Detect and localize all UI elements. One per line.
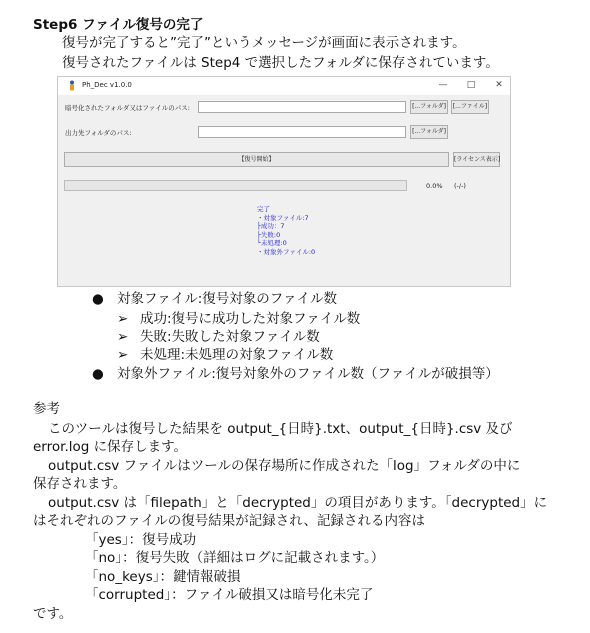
sub-bullet-marker: ➢ <box>117 311 129 327</box>
reference-line: 「no_keys」：鍵情報破損 <box>85 569 241 585</box>
sub-bullet-text: 未処理:未処理の対象ファイル数 <box>140 347 334 363</box>
encrypted-path-input[interactable] <box>198 101 406 113</box>
bullet-marker: ● <box>92 291 104 307</box>
result-line: ├失敗:0 <box>257 230 281 239</box>
reference-title: 参考 <box>33 401 60 417</box>
sub-bullet-marker: ➢ <box>117 329 129 345</box>
result-line: 完了 <box>257 205 270 213</box>
reference-line: 保存されます。 <box>33 476 127 492</box>
reference-line: このツールは復号した結果を output_{日時}.txt、output_{日時}.csv 及び <box>48 421 513 437</box>
bullet-text: 対象外ファイル:復号対象外のファイル数（ファイルが破損等） <box>117 366 499 382</box>
reference-line: 「corrupted」：ファイル破損又は暗号化未完了 <box>85 587 374 603</box>
encrypted-path-label: 暗号化されたフォルダ又はファイルのパス: <box>65 104 190 112</box>
reference-line: output.csv ファイルはツールの保存場所に作成された「log」フォルダの中に <box>48 458 521 474</box>
progress-count: (-/-) <box>454 182 466 190</box>
result-message <box>257 205 315 256</box>
window-titlebar <box>58 77 510 95</box>
result-line: ・対象外ファイル:0 <box>257 247 316 256</box>
select-output-folder-button[interactable]: [...フォルダ] <box>410 125 448 139</box>
bullet-marker: ● <box>92 366 104 382</box>
result-line: ・対象ファイル:7 <box>257 213 309 222</box>
start-decrypt-button[interactable]: 【復号開始】 <box>64 152 449 167</box>
progress-percent: 0.0% <box>426 182 443 190</box>
license-button[interactable]: [ライセンス表示] <box>453 152 500 167</box>
reference-line: 「yes」：復号成功 <box>85 532 197 548</box>
window-title: Ph_Dec v1.0.0 <box>82 81 132 89</box>
result-line: └未処理:0 <box>257 239 287 247</box>
bullet-text: 対象ファイル:復号対象のファイル数 <box>117 291 338 307</box>
reference-line: です。 <box>33 606 73 622</box>
close-button[interactable]: ✕ <box>495 80 503 90</box>
sub-bullet-marker: ➢ <box>117 347 129 363</box>
output-path-label: 出力先フォルダのパス: <box>65 129 132 137</box>
select-folder-button[interactable]: [...フォルダ] <box>410 100 448 114</box>
maximize-button[interactable]: □ <box>466 80 476 90</box>
select-file-button[interactable]: [...ファイル] <box>451 100 489 114</box>
reference-line: 「no」：復号失敗（詳細はログに記載されます。） <box>85 550 385 566</box>
reference-line: output.csv は「filepath」と「decrypted」の項目があります。「decrypted」に <box>48 495 548 511</box>
intro-line-1: 復号が完了すると”完了”というメッセージが画面に表示されます。 <box>62 35 466 51</box>
progress-bar <box>64 180 407 191</box>
minimize-button[interactable]: — <box>438 80 448 90</box>
sub-bullet-text: 成功:復号に成功した対象ファイル数 <box>140 311 361 327</box>
result-line: ├成功：7 <box>257 222 285 230</box>
reference-line: error.log に保存します。 <box>33 439 188 455</box>
sub-bullet-text: 失敗:失敗した対象ファイル数 <box>140 329 320 345</box>
output-path-input[interactable] <box>198 126 406 138</box>
reference-line: はそれぞれのファイルの復号結果が記録され、記録される内容は <box>33 513 426 529</box>
app-window-screenshot <box>57 76 511 287</box>
step-heading: Step6 ファイル復号の完了 <box>33 17 204 33</box>
app-icon <box>67 80 77 91</box>
intro-line-2: 復号されたファイルは Step4 で選択したフォルダに保存されています。 <box>62 55 499 71</box>
